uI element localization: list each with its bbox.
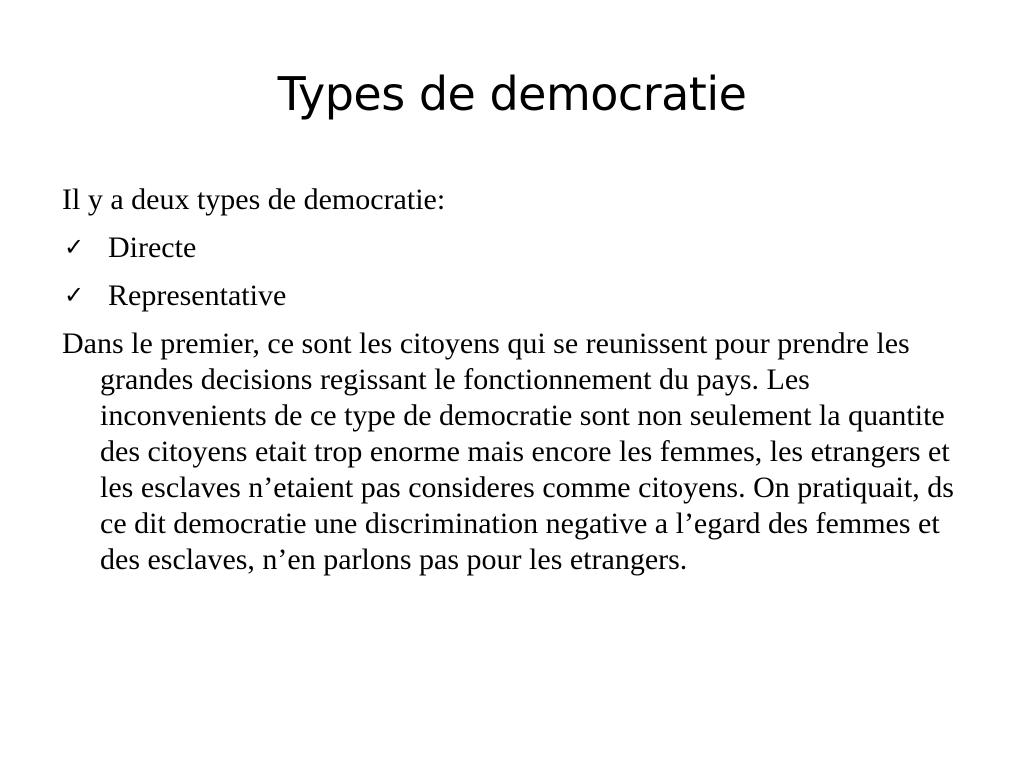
bullet-list <box>62 230 982 314</box>
intro-line: Il y a deux types de democratie: <box>62 183 446 216</box>
bullet-item-directe <box>62 230 982 266</box>
bullet-item-representative <box>62 278 982 314</box>
slide-title: Types de democratie <box>277 67 747 121</box>
slide-body <box>62 182 982 578</box>
check-icon: ✓ <box>64 281 85 309</box>
body-paragraph: Dans le premier, ce sont les citoyens qui se reunissent pour prendre les grandes decisions regissant le fonctionnement du pays. Les inconvenients de ce type de democratie sont non seulement la quantite des citoyens etait trop enorme mais encore les femmes, les etrangers et les esclaves n’etaient pas consideres comme citoyens. On pratiquait, ds ce dit democratie une discrimination negative a l’egard des femmes et des esclaves, n’en parlons pas pour les etrangers. <box>62 327 954 576</box>
bullet-label: Directe <box>108 231 197 264</box>
bullet-label: Representative <box>108 279 287 312</box>
check-icon: ✓ <box>64 233 85 261</box>
